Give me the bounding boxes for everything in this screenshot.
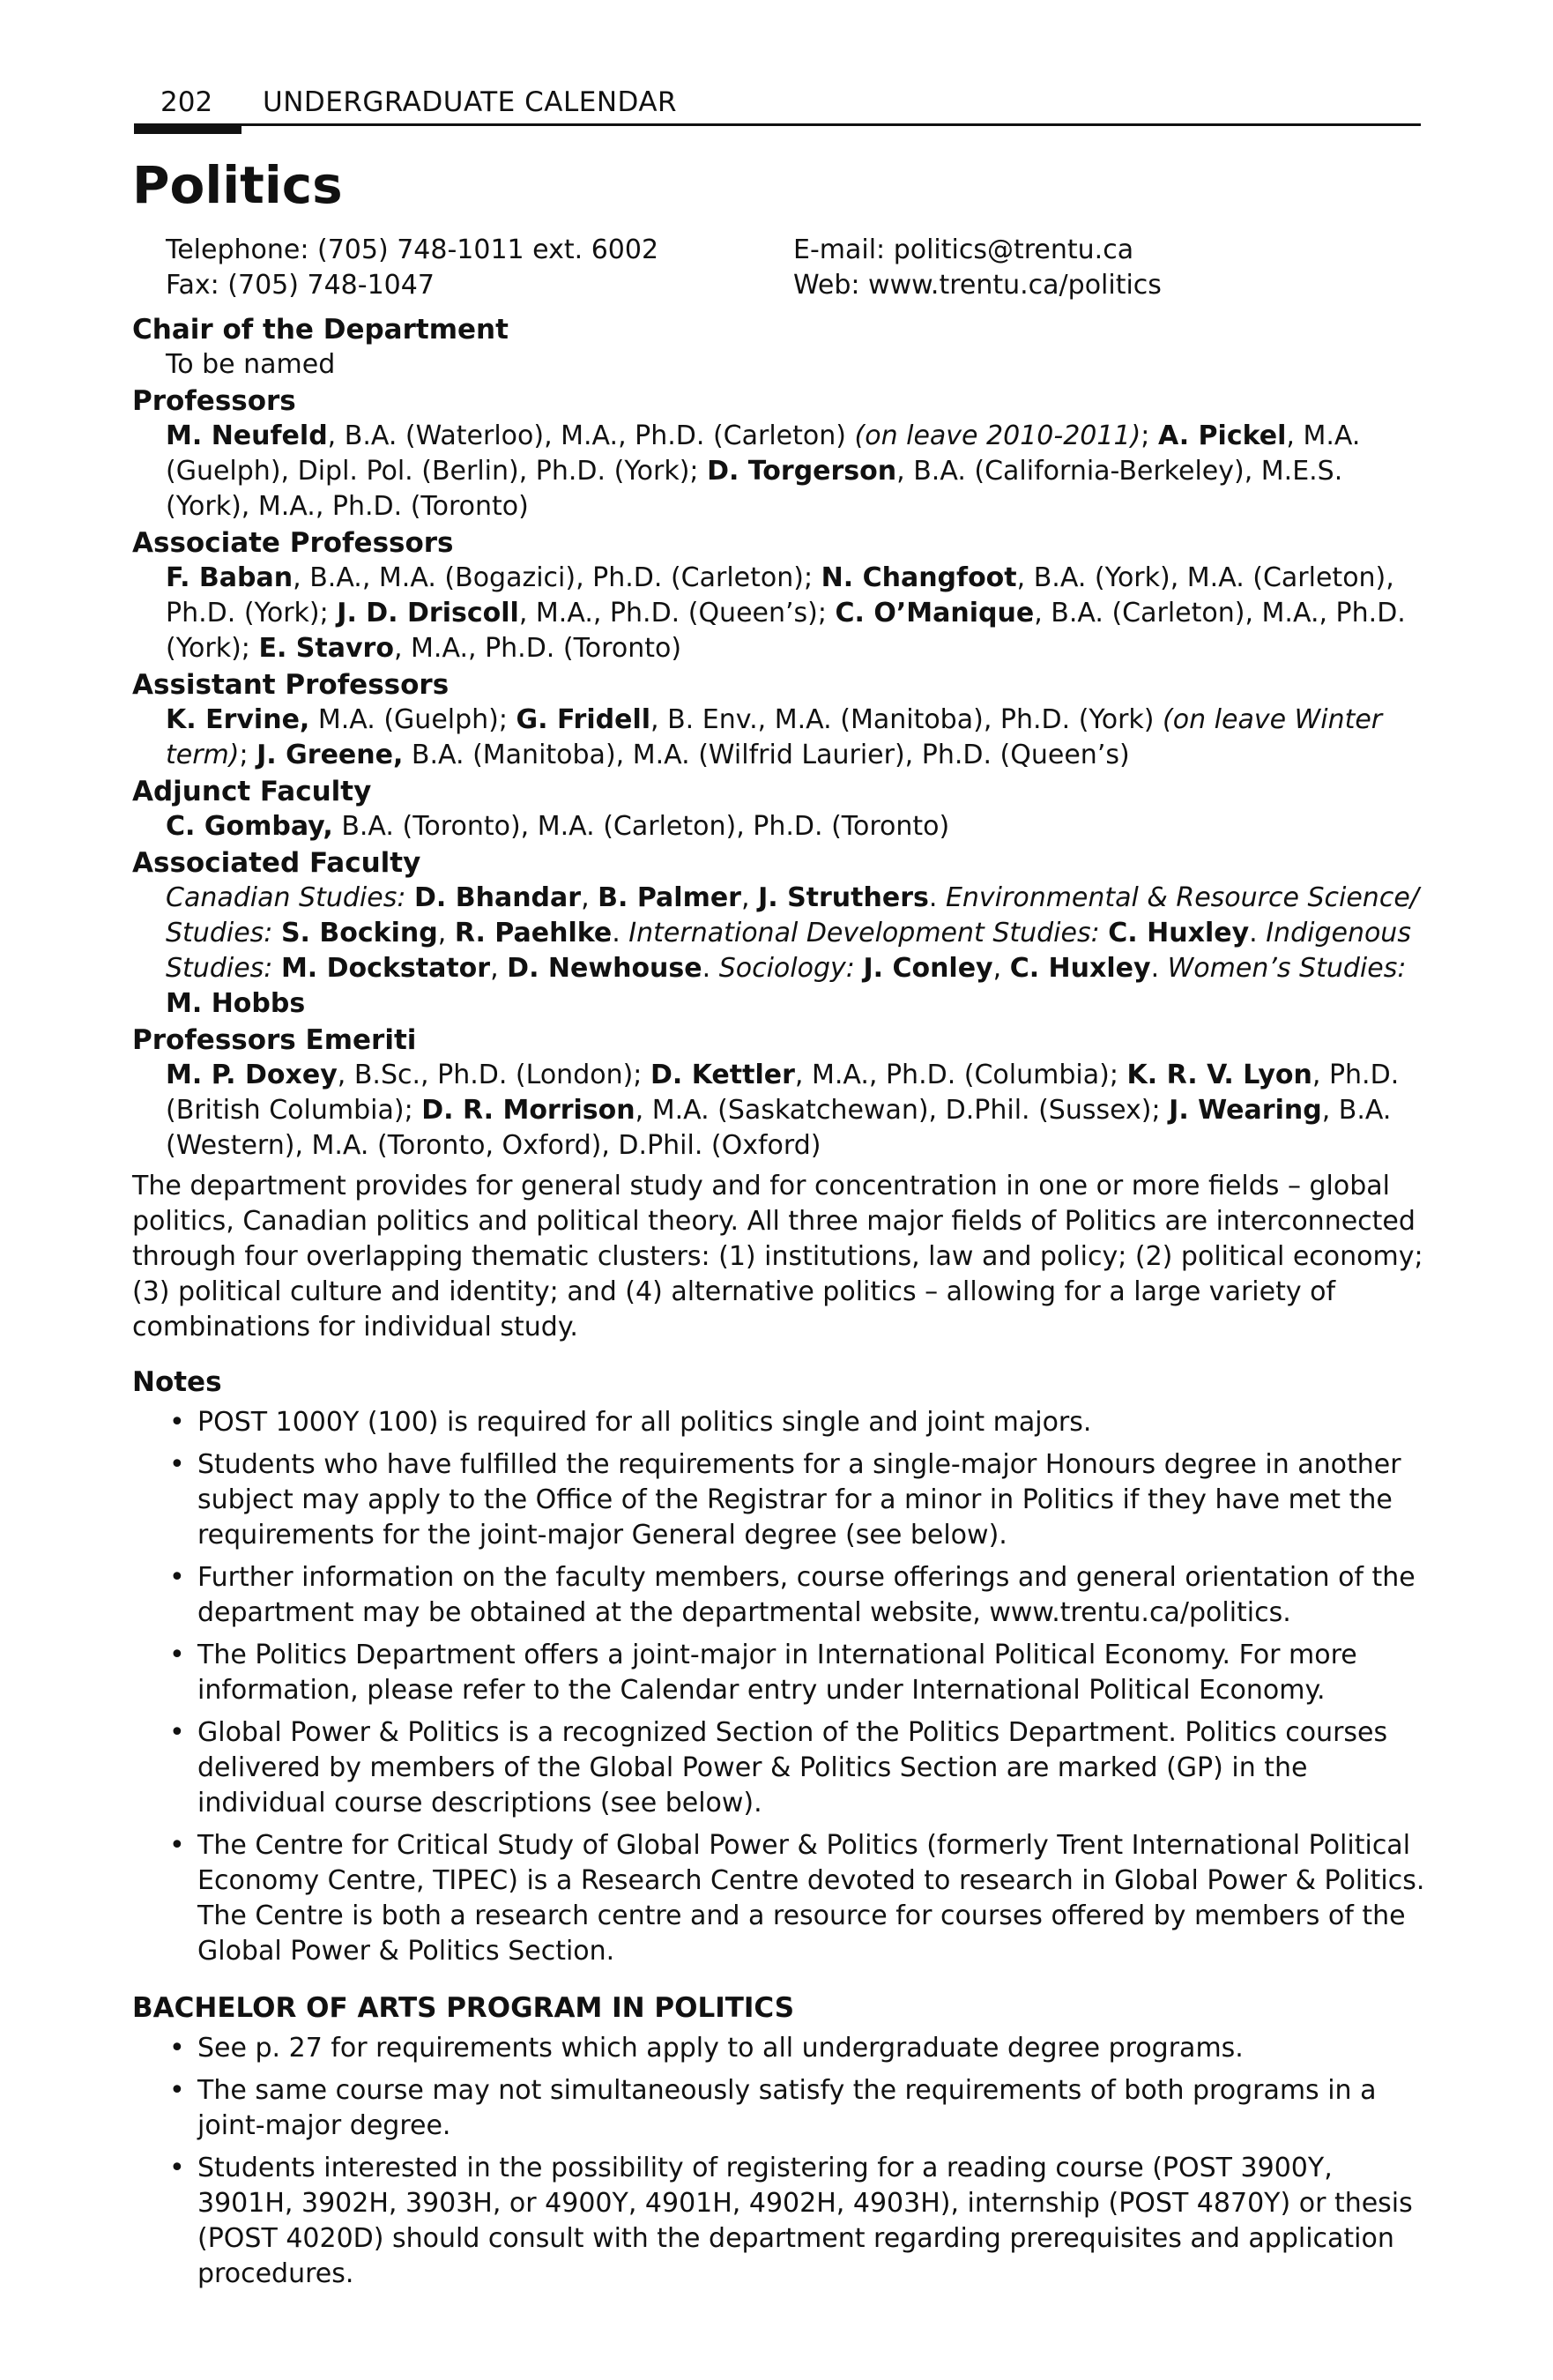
bullet-icon: • (169, 2075, 185, 2106)
chair-text: To be named (166, 349, 336, 380)
faculty-name: J. Greene, (256, 740, 404, 770)
note-text: The Politics Department offers a joint-major in International Political Economy. For more information, please refer to the Calendar entry under International Political Economy. (197, 1640, 1357, 1706)
program-label: International Development Studies: (628, 918, 1100, 948)
separator: . (928, 882, 946, 913)
associated-faculty-heading: Associated Faculty (132, 847, 421, 879)
page-title: Politics (132, 155, 343, 215)
professors-emeriti-heading: Professors Emeriti (132, 1024, 417, 1056)
faculty-name: R. Paehlke (454, 918, 613, 948)
faculty-credentials: B.A. (Toronto), M.A. (Carleton), Ph.D. (Toronto) (332, 811, 950, 842)
list-item (132, 1828, 1428, 1969)
telephone: Telephone: (705) 748-1011 ext. 6002 (166, 234, 659, 265)
chair-heading: Chair of the Department (132, 314, 509, 346)
faculty-credentials: , B.A. (Waterloo), M.A., Ph.D. (Carleton) (327, 420, 855, 451)
header-rule (134, 123, 1421, 126)
bullet-icon: • (169, 1562, 185, 1593)
list-item (132, 1405, 1428, 1440)
faculty-name: D. Newhouse (507, 953, 702, 984)
program-label: Indigenous Studies: (166, 918, 1411, 984)
adjunct-faculty-list (166, 809, 1428, 844)
faculty-name: D. Bhandar (413, 882, 582, 913)
separator: , (490, 953, 508, 984)
program-requirement-text: The same course may not simultaneously satisfy the requirements of both programs in a joint-major degree. (197, 2075, 1377, 2141)
faculty-name: N. Changfoot (821, 562, 1017, 593)
separator: . (1150, 953, 1168, 984)
separator: , (581, 882, 598, 913)
faculty-credentials: , M.A. (Saskatchewan), D.Phil. (Sussex); (635, 1095, 1170, 1126)
faculty-name: B. Palmer (598, 882, 741, 913)
faculty-name: C. Huxley (1009, 953, 1151, 984)
separator: , (740, 882, 759, 913)
faculty-name: M. Hobbs (166, 988, 306, 1019)
faculty-name: J. Wearing (1169, 1095, 1322, 1126)
assistant-professors-heading: Assistant Professors (132, 669, 450, 701)
adjunct-faculty-heading: Adjunct Faculty (132, 776, 372, 807)
faculty-name: C. O’Manique (835, 598, 1035, 628)
associate-professors-list (166, 561, 1428, 666)
list-item (132, 2073, 1428, 2144)
email: E-mail: politics@trentu.ca (793, 234, 1134, 265)
faculty-credentials: , Ph.D. (British Columbia); (166, 1060, 1400, 1126)
faculty-credentials: , B.A. (Carleton), M.A., Ph.D. (York); (166, 598, 1406, 664)
faculty-credentials: , B.Sc., Ph.D. (London); (337, 1060, 650, 1090)
program-label: Sociology: (718, 953, 855, 984)
separator: . (702, 953, 719, 984)
running-header-title: UNDERGRADUATE CALENDAR (263, 86, 678, 118)
faculty-credentials: , M.A. (Guelph), Dipl. Pol. (Berlin), Ph.D. (York); (166, 420, 1361, 487)
list-item (132, 2031, 1428, 2066)
ba-program-list (132, 2031, 1428, 2292)
program-requirement-text: See p. 27 for requirements which apply to all undergraduate degree programs. (197, 2033, 1244, 2064)
note-text: Further information on the faculty members, course offerings and general orientation of the department may be obtained at the departmental website, www.trentu.ca/politics. (197, 1562, 1416, 1628)
professors-emeriti-list (166, 1058, 1428, 1164)
separator: ; (1141, 420, 1158, 451)
faculty-name: A. Pickel (1157, 420, 1287, 451)
separator: . (612, 918, 629, 948)
faculty-name: C. Huxley (1108, 918, 1250, 948)
faculty-credentials: , M.A., Ph.D. (Queen’s); (518, 598, 836, 628)
bullet-icon: • (169, 1640, 185, 1670)
bullet-icon: • (169, 2153, 185, 2183)
faculty-name: K. Ervine, (166, 704, 310, 735)
list-item (132, 1715, 1428, 1821)
associated-faculty-list (166, 881, 1428, 1022)
leave-note: (on leave Winter term) (166, 704, 1383, 770)
list-item (132, 2151, 1428, 2292)
note-text: Students who have fulfilled the requirements for a single-major Honours degree in another subject may apply to the Office of the Registrar for a minor in Politics if they have met the requirements for the joint-major General degree (see below). (197, 1449, 1401, 1551)
professors-list (166, 419, 1428, 524)
faculty-credentials: B.A. (Manitoba), M.A. (Wilfrid Laurier), Ph.D. (Queen’s) (403, 740, 1130, 770)
faculty-name: G. Fridell (516, 704, 651, 735)
page-number: 202 (160, 86, 213, 118)
program-label: Environmental & Resource Science/ Studies: (166, 882, 1419, 948)
website: Web: www.trentu.ca/politics (793, 270, 1162, 301)
note-text: POST 1000Y (100) is required for all politics single and joint majors. (197, 1407, 1092, 1438)
faculty-name: K. R. V. Lyon (1126, 1060, 1312, 1090)
leave-note: (on leave 2010-2011) (854, 420, 1141, 451)
faculty-name: F. Baban (166, 562, 294, 593)
faculty-name: E. Stavro (258, 633, 394, 664)
faculty-name: J. Struthers (758, 882, 929, 913)
list-item (132, 1447, 1428, 1553)
separator: , (437, 918, 455, 948)
page-content (132, 312, 1428, 2299)
program-label: Women’s Studies: (1167, 953, 1407, 984)
professors-heading: Professors (132, 385, 296, 417)
faculty-name: M. P. Doxey (166, 1060, 338, 1090)
faculty-name: M. Dockstator (280, 953, 491, 984)
faculty-name: J. D. Driscoll (337, 598, 519, 628)
program-requirement-text: Students interested in the possibility of registering for a reading course (POST 3900Y, 3901H, 3902H, 3903H, or 4900Y, 4901H, 4902H, 4903H), internship (POST 4870Y) or thesis (POST 4020D) should consult with the department regarding prerequisites and application procedures. (197, 2153, 1413, 2289)
faculty-credentials: , B.A. (York), M.A. (Carleton), Ph.D. (York); (166, 562, 1394, 628)
faculty-credentials: , B.A., M.A. (Bogazici), Ph.D. (Carleton); (293, 562, 821, 593)
department-intro: The department provides for general study and for concentration in one or more fields – global politics, Canadian politics and political theory. All three major fields of Politics are interconnected through four overlapping thematic clusters: (1) institutions, law and policy; (2) political economy; (3) political culture and identity; and (4) alternative politics – allowing for a large variety of combinations for individual study. (132, 1171, 1423, 1342)
fax: Fax: (705) 748-1047 (166, 270, 435, 301)
faculty-credentials: , B. Env., M.A. (Manitoba), Ph.D. (York) (650, 704, 1163, 735)
running-header (134, 79, 1421, 134)
faculty-name: D. Torgerson (707, 456, 897, 487)
header-tab-marker (134, 123, 241, 134)
bullet-icon: • (169, 1717, 185, 1748)
program-label: Canadian Studies: (166, 882, 406, 913)
bullet-icon: • (169, 1830, 185, 1861)
faculty-credentials: , M.A., Ph.D. (Toronto) (393, 633, 682, 664)
ba-program-heading: BACHELOR OF ARTS PROGRAM IN POLITICS (132, 1992, 795, 2024)
faculty-name: S. Bocking (280, 918, 438, 948)
note-text: Global Power & Politics is a recognized Section of the Politics Department. Politics courses delivered by members of the Global Power & Politics Section are marked (GP) in the individual course descriptions (see below). (197, 1717, 1388, 1818)
separator: ; (239, 740, 257, 770)
faculty-name: M. Neufeld (166, 420, 328, 451)
list-item (132, 1638, 1428, 1708)
bullet-icon: • (169, 2033, 185, 2064)
faculty-name: D. R. Morrison (421, 1095, 635, 1126)
separator: . (1249, 918, 1267, 948)
faculty-name: J. Conley (863, 953, 993, 984)
faculty-credentials: M.A. (Guelph); (309, 704, 516, 735)
notes-list (132, 1405, 1428, 1969)
list-item (132, 1560, 1428, 1631)
assistant-professors-list (166, 703, 1428, 773)
note-text: The Centre for Critical Study of Global Power & Politics (formerly Trent International Political Economy Centre, TIPEC) is a Research Centre devoted to research in Global Power & Politics. The Centre is both a research centre and a resource for courses offered by members of the Global Power & Politics Section. (197, 1830, 1425, 1967)
faculty-credentials: , B.A. (California-Berkeley), M.E.S. (York), M.A., Ph.D. (Toronto) (166, 456, 1343, 522)
faculty-credentials: , B.A. (Western), M.A. (Toronto, Oxford), D.Phil. (Oxford) (166, 1095, 1392, 1161)
notes-heading: Notes (132, 1366, 222, 1398)
bullet-icon: • (169, 1407, 185, 1438)
separator: , (992, 953, 1010, 984)
faculty-name: D. Kettler (650, 1060, 795, 1090)
bullet-icon: • (169, 1449, 185, 1480)
faculty-name: C. Gombay, (166, 811, 333, 842)
faculty-credentials: , M.A., Ph.D. (Columbia); (794, 1060, 1127, 1090)
associate-professors-heading: Associate Professors (132, 527, 454, 559)
